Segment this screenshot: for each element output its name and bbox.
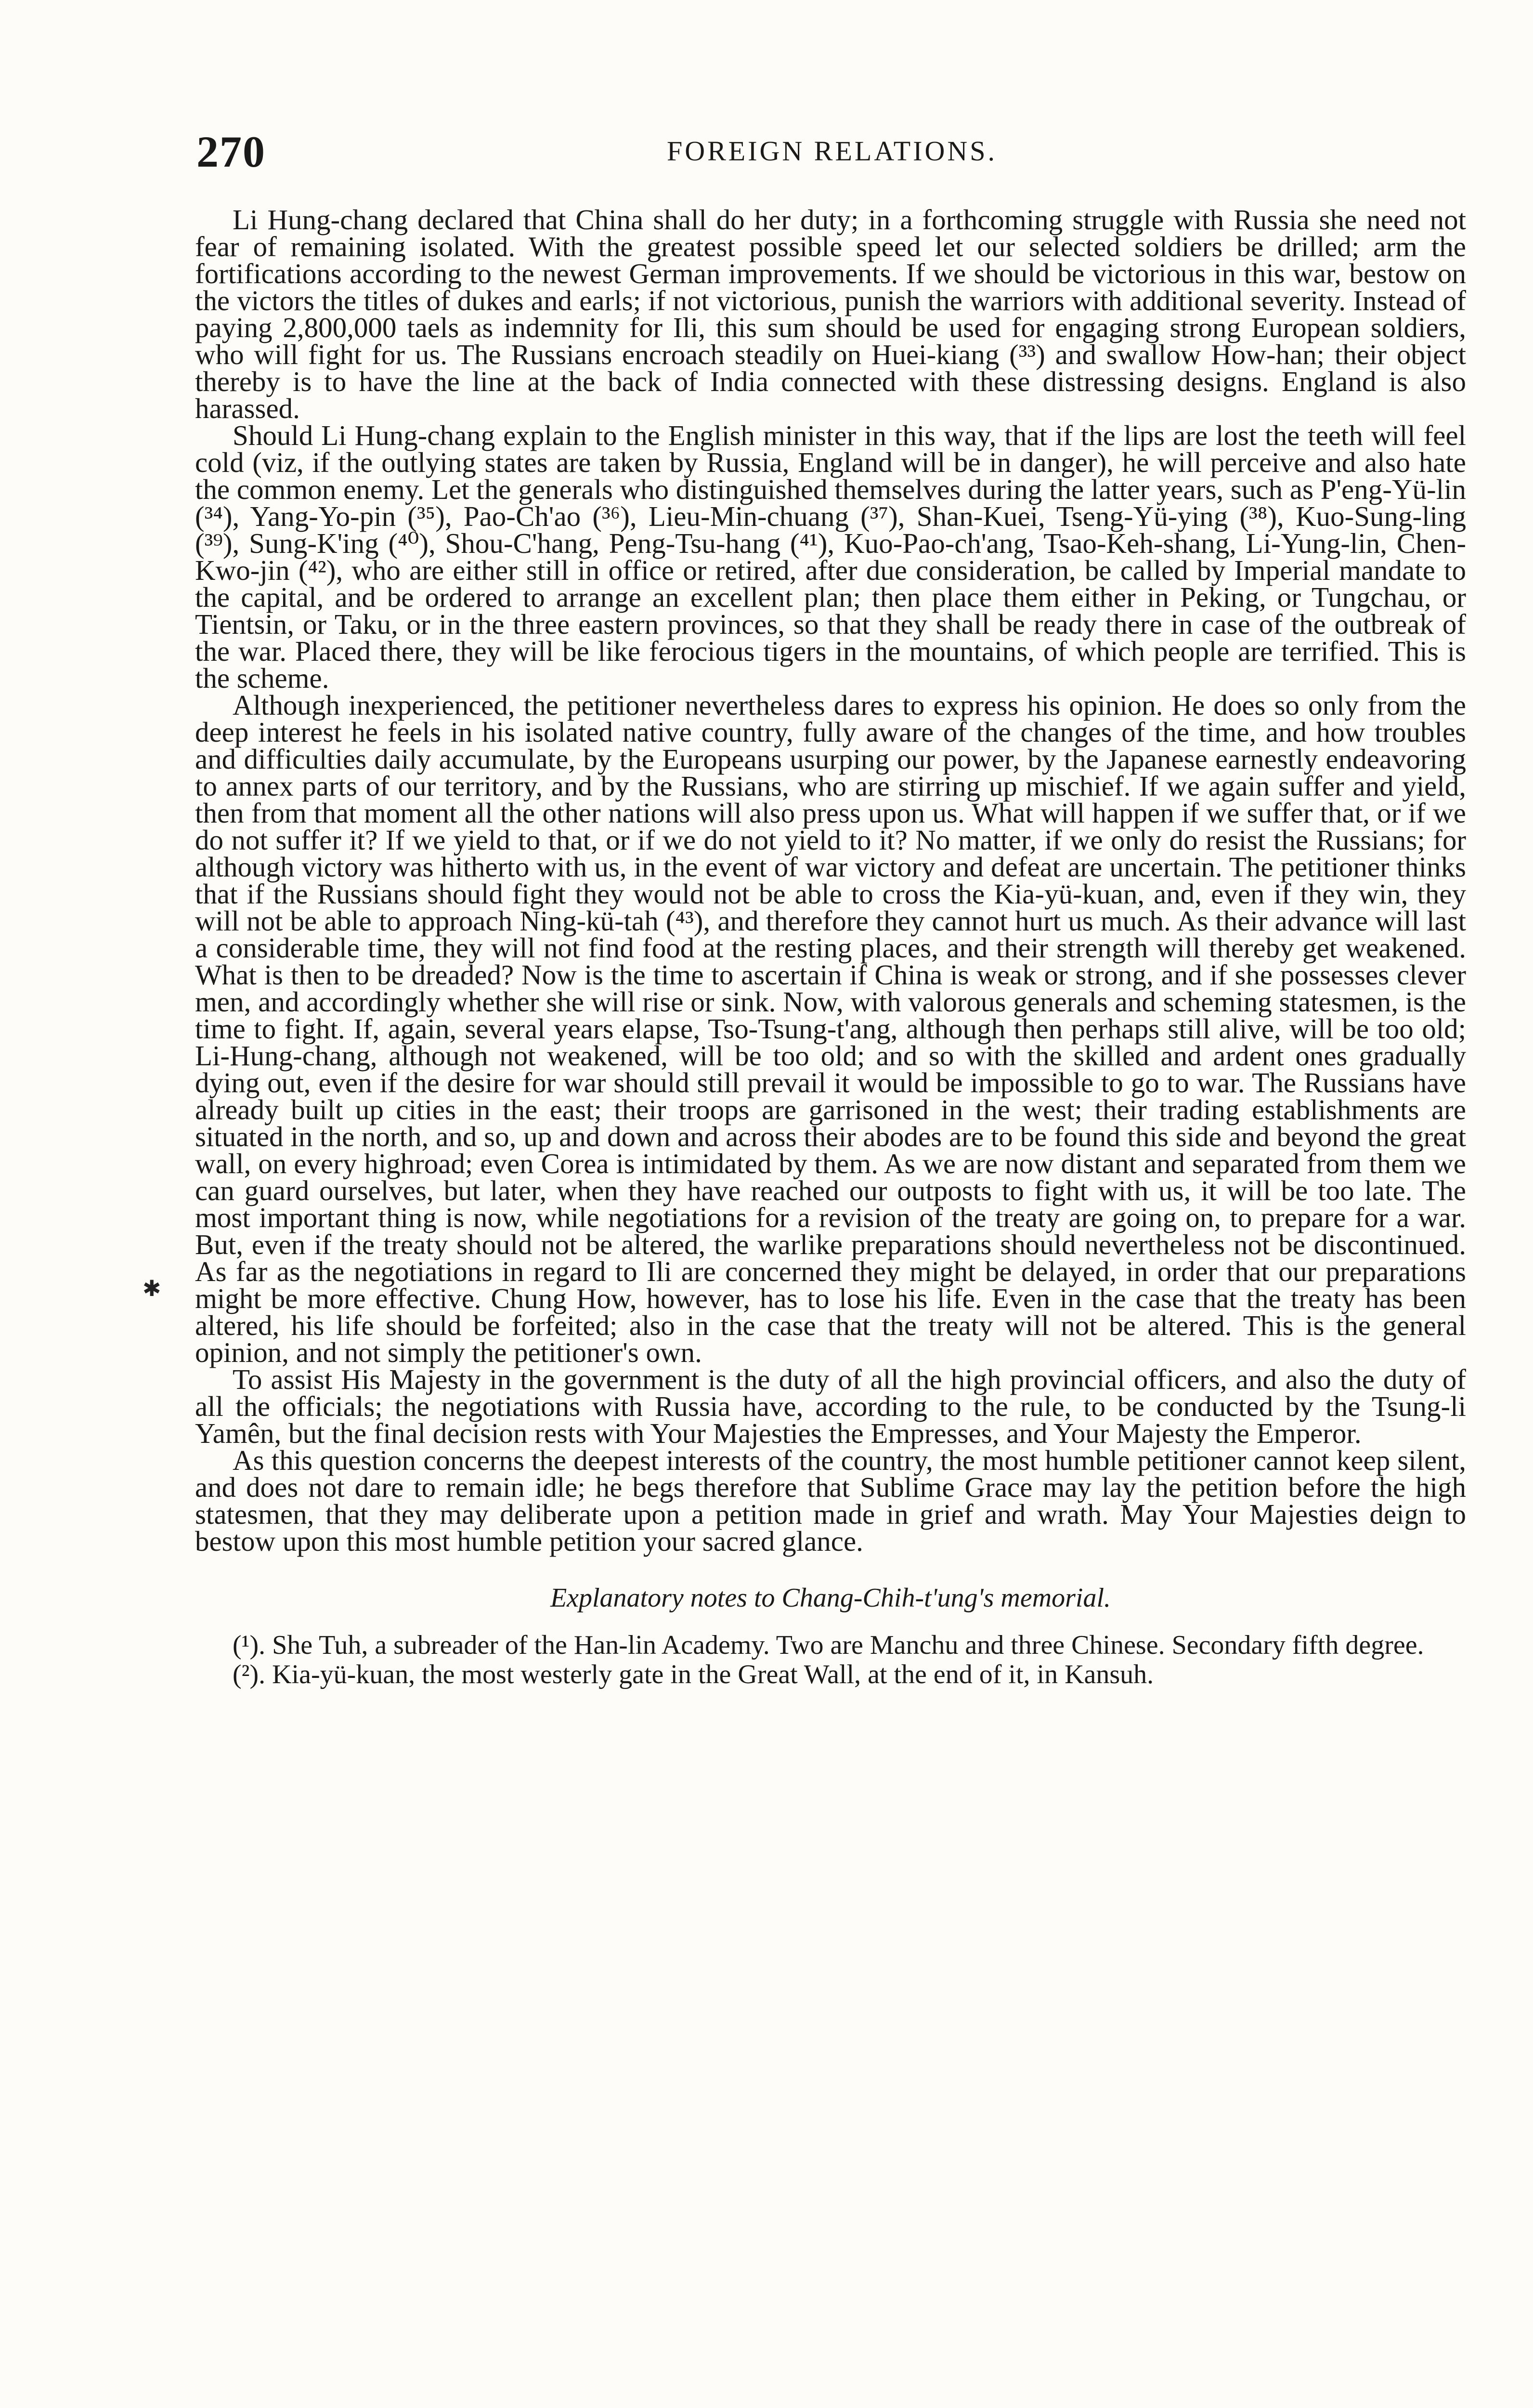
paragraph: As this question concerns the deepest interests of the country, the most humble petitioner cannot keep silent, and does not dare to remain idle; he begs therefore that Sublime Grace may lay the petition before the high statesmen, that they may deliberate upon a petition made in grief and wrath. May Your Majesties deign to bestow upon this most humble petition your sacred glance. bbox=[195, 1444, 1466, 1557]
page-number: 270 bbox=[196, 127, 266, 176]
paragraph: Should Li Hung-chang explain to the English minister in this way, that if the lips are lost the teeth will feel cold (viz, if the outlying states are taken by Russia, England will be in danger), he will perceive and also hate the common enemy. Let the generals who distinguished themselves during the latter years, such as P'eng-Yü-lin (³⁴), Yang-Yo-pin (³⁵), Pao-Ch'ao (³⁶), Lieu-Min-chuang (³⁷), Shan-Kuei, Tseng-Yü-ying (³⁸), Kuo-Sung-ling (³⁹), Sung-K'ing (⁴⁰), Shou-C'hang, Peng-Tsu-hang (⁴¹), Kuo-Pao-ch'ang, Tsao-Keh-shang, Li-Yung-lin, Chen-Kwo-jin (⁴²), who are either still in office or retired, after due consideration, be called by Imperial mandate to the capital, and be ordered to arrange an excellent plan; then place them either in Peking, or Tungchau, or Tientsin, or Taku, or in the three eastern provinces, so that they shall be ready there in case of the outbreak of the war. Placed there, they will be like ferocious tigers in the mountains, of which people are terrified. This is the scheme. bbox=[195, 419, 1466, 694]
paragraph: Although inexperienced, the petitioner nevertheless dares to express his opinion. He does so only from the deep interest he feels in his isolated native country, fully aware of the changes of the time, and how troubles and difficulties daily accumulate, by the Europeans usurping our power, by the Japanese earnestly endeavoring to annex parts of our territory, and by the Russians, who are stirring up mischief. If we again suffer and yield, then from that moment all the other nations will also press upon us. What will happen if we suffer that, or if we do not suffer it? If we yield to that, or if we do not yield to it? No matter, if we only do resist the Russians; for although victory was hitherto with us, in the event of war victory and defeat are uncertain. The petitioner thinks that if the Russians should fight they would not be able to cross the Kia-yü-kuan, and, even if they win, they will not be able to approach Ning-kü-tah (⁴³), and therefore they cannot hurt us much. As their advance will last a considerable time, they will not find food at the resting places, and their strength will thereby get weakened. What is then to be dreaded? Now is the time to ascertain if China is weak or strong, and if she possesses clever men, and accordingly whether she will rise or sink. Now, with valorous generals and scheming statesmen, is the time to fight. If, again, several years elapse, Tso-Tsung-t'ang, although then perhaps still alive, will be too old; Li-Hung-chang, although not weakened, will be too old; and so with the skilled and ardent ones gradually dying out, even if the desire for war should still prevail it would be impossible to go to war. The Russians have already built up cities in the east; their troops are garrisoned in the west; their trading establishments are situated in the north, and so, up and down and across their abodes are to be found this side and beyond the great wall, on every highroad; even Corea is intimidated by them. As we are now distant and separated from them we can guard ourselves, but later, when they have reached our outposts to fight with us, it will be too late. The most important thing is now, while negotiations for a revision of the treaty are going on, to prepare for a war. But, even if the treaty should not be altered, the warlike preparations should nevertheless not be discontinued. As far as the negotiations in regard to Ili are concerned they might be delayed, in order that our preparations might be more effective. Chung How, however, has to lose his life. Even in the case that the treaty has been altered, his life should be forfeited; also in the case that the treaty will not be altered. This is the general opinion, and not simply the petitioner's own. bbox=[195, 689, 1466, 1368]
margin-star-mark: ✱ bbox=[143, 1276, 161, 1301]
explanatory-note: (¹). She Tuh, a subreader of the Han-lin Academy. Two are Manchu and three Chinese. Secondary fifth degree. bbox=[233, 1630, 1424, 1660]
paragraph: Li Hung-chang declared that China shall do her duty; in a forthcoming struggle with Russia she need not fear of remaining isolated. With the greatest possible speed let our selected soldiers be drilled; arm the fortifications according to the newest German improvements. If we should be victorious in this war, bestow on the victors the titles of dukes and earls; if not victorious, punish the warriors with additional severity. Instead of paying 2,800,000 taels as indemnity for Ili, this sum should be used for engaging strong European soldiers, who will fight for us. The Russians encroach steadily on Huei-kiang (³³) and swallow How-han; their object thereby is to have the line at the back of India connected with these distressing designs. England is also harassed. bbox=[195, 204, 1466, 424]
paragraph: To assist His Majesty in the government is the duty of all the high provincial officers, and also the duty of all the officials; the negotiations with Russia have, according to the rule, to be conducted by the Tsung-li Yamên, but the final decision rests with Your Majesties the Empresses, and Your Majesty the Emperor. bbox=[195, 1363, 1466, 1449]
notes-heading: Explanatory notes to Chang-Chih-t'ung's memorial. bbox=[550, 1583, 1111, 1613]
page-header bbox=[196, 126, 1468, 179]
body-text bbox=[195, 206, 1466, 1690]
explanatory-note: (²). Kia-yü-kuan, the most westerly gate in the Great Wall, at the end of it, in Kansuh. bbox=[233, 1660, 1154, 1689]
running-title: FOREIGN RELATIONS. bbox=[666, 135, 998, 167]
